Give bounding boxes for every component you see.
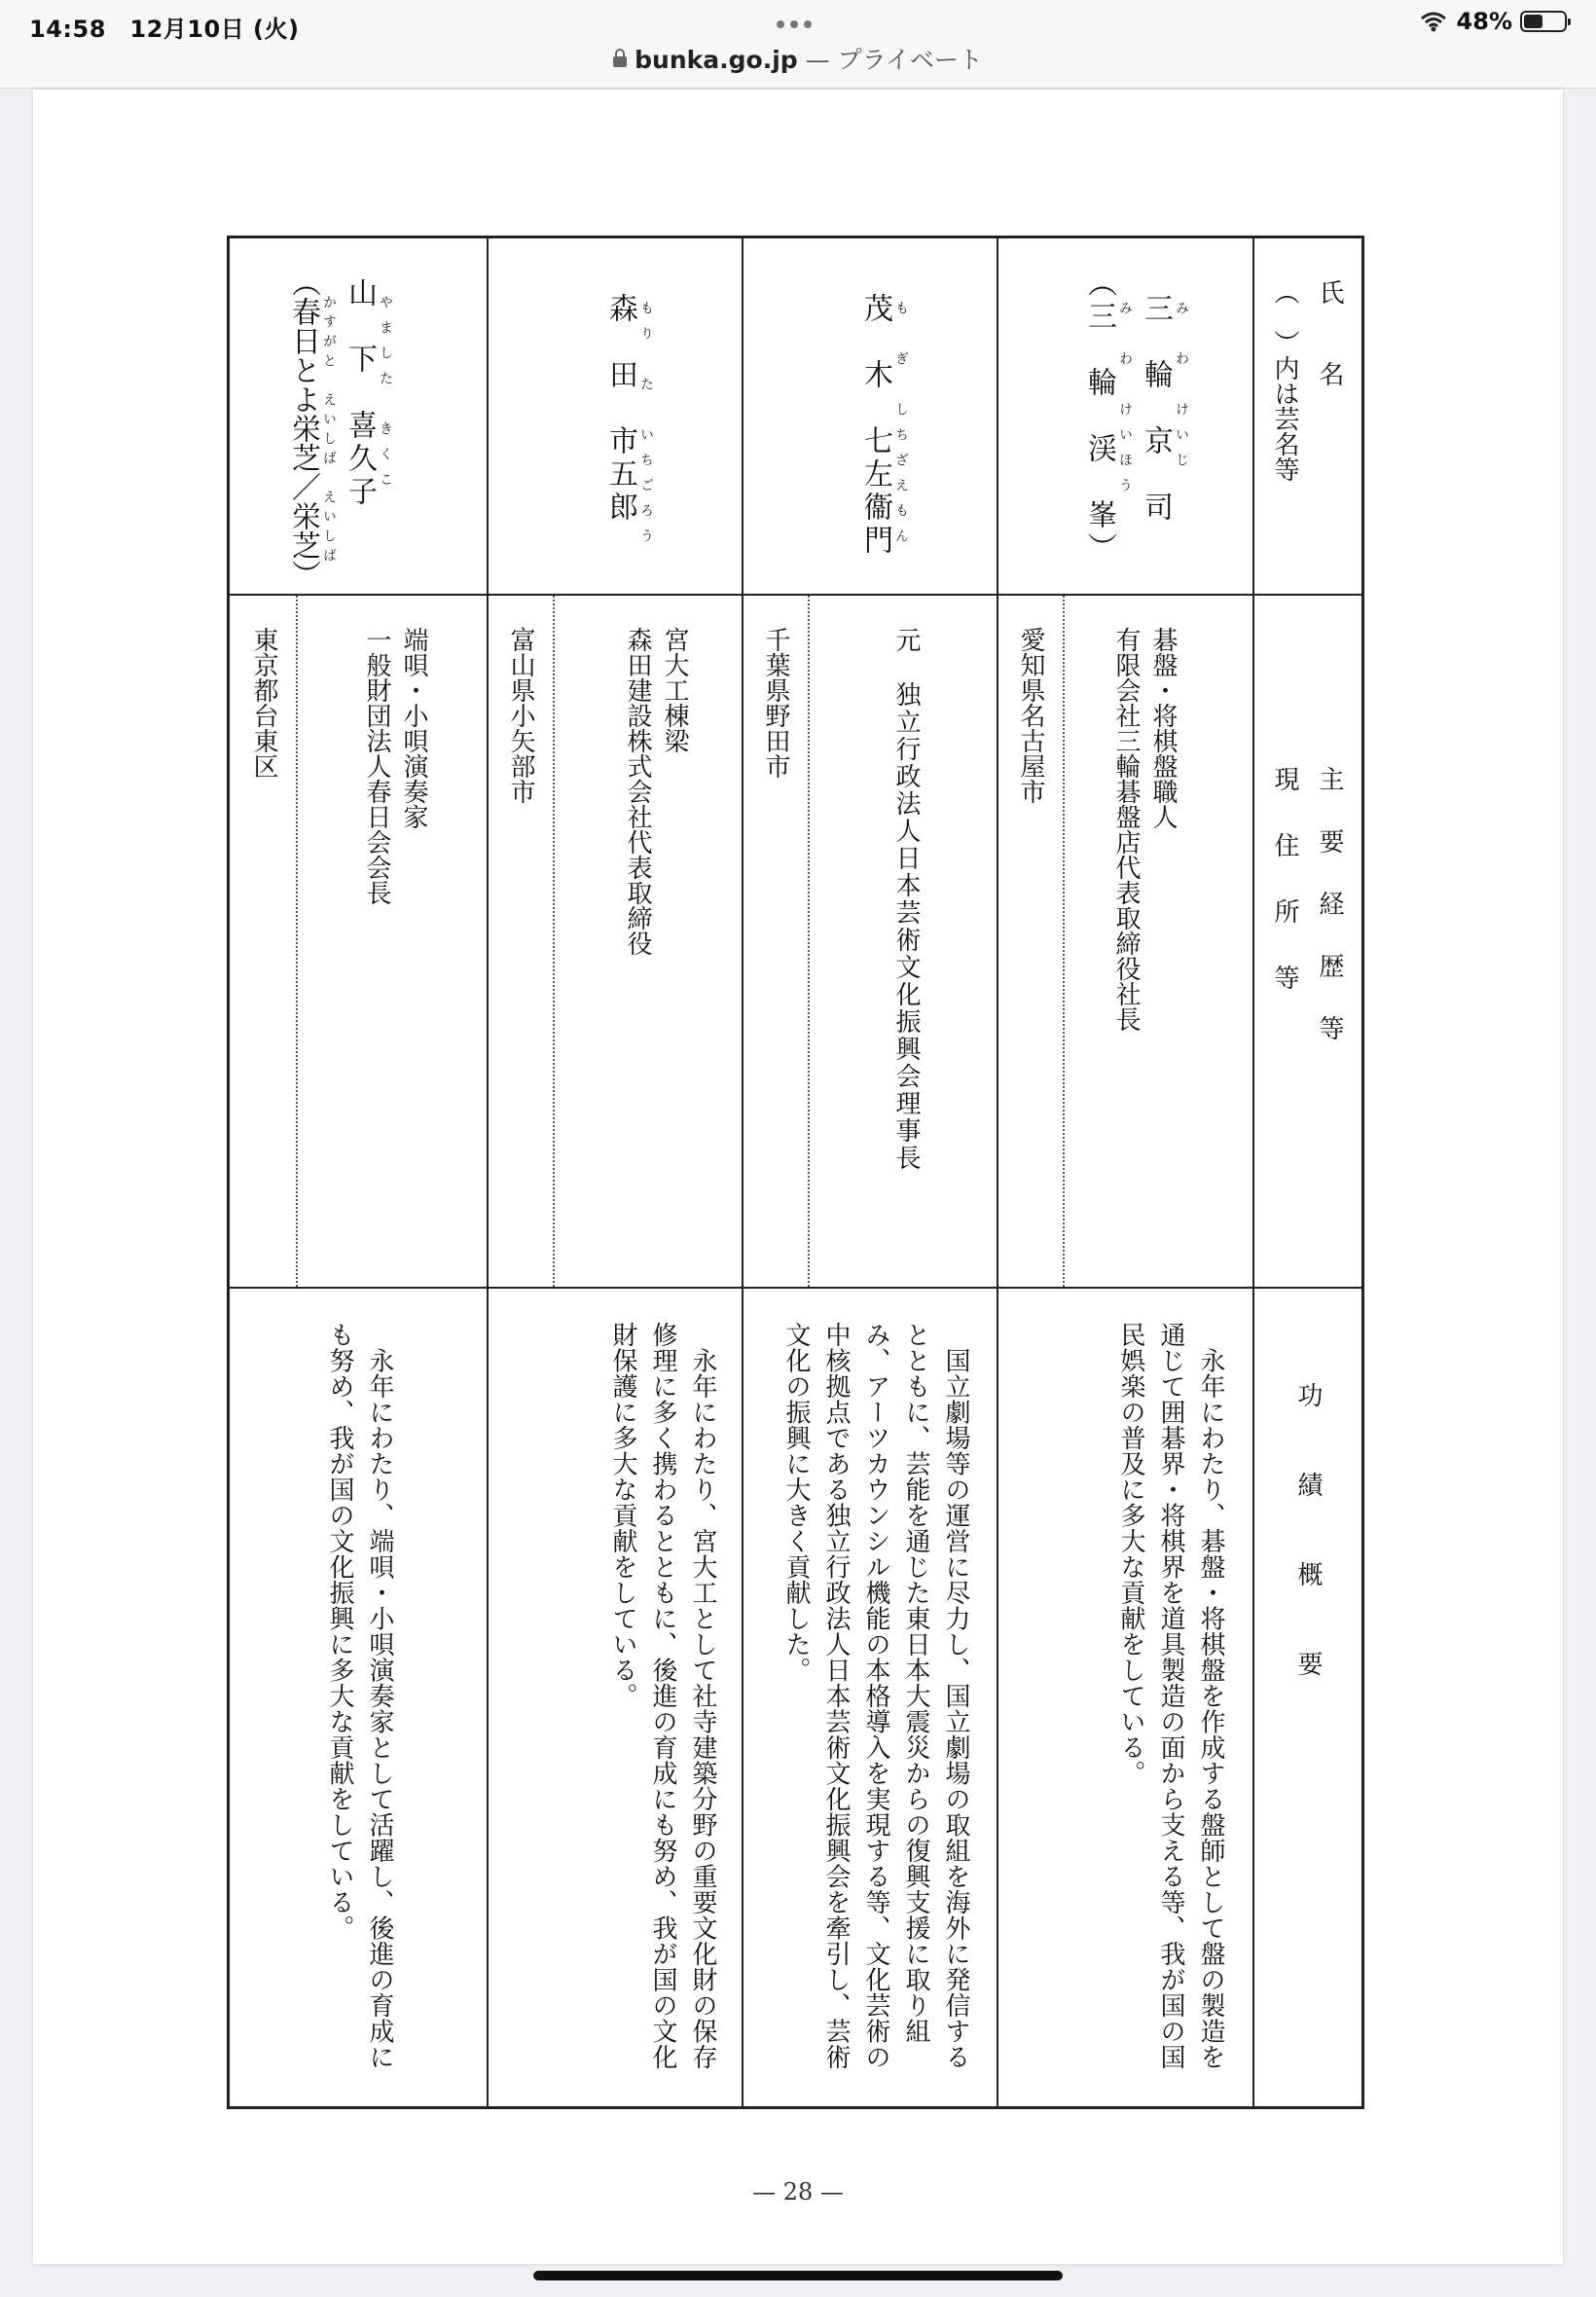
career-line: 端唄・小唄演奏家 <box>399 627 428 829</box>
awardee-row-2 <box>742 238 997 2106</box>
career-cell <box>489 594 742 1287</box>
name-ruby: み わ けいじ <box>1174 301 1189 478</box>
header-address: 現 住 所 等 <box>1270 766 1299 998</box>
address: 東京都台東区 <box>249 627 278 779</box>
address-bar[interactable] <box>0 41 1596 76</box>
multitasking-dots-icon[interactable] <box>777 14 819 23</box>
header-name-cell <box>1254 238 1361 594</box>
achievement-cell <box>998 1287 1252 2109</box>
name-cell <box>489 238 742 594</box>
awardee-row-1 <box>997 238 1252 2106</box>
awardee-table <box>227 236 1364 2109</box>
name-cell <box>230 238 487 594</box>
header-column <box>1252 238 1361 2106</box>
awardee-row-4 <box>230 238 487 2106</box>
name-ruby: もり た いちごろう <box>638 301 654 554</box>
name-ruby: やました きくこ <box>378 295 393 497</box>
home-indicator[interactable] <box>533 2271 1063 2280</box>
header-achievement: 功 績 概 要 <box>1293 1382 1323 1695</box>
achievement-text: 永年にわたり、端唄・小唄演奏家として活躍し、後進の育成にも努め、我が国の文化振興に多大な貢献をしている。 <box>325 1322 394 2070</box>
address: 富山県小矢部市 <box>506 627 535 804</box>
wifi-icon <box>1420 11 1447 32</box>
header-achievement-cell <box>1254 1287 1361 2109</box>
name-cell <box>744 238 997 594</box>
page-number: — 28 — <box>752 2178 844 2206</box>
career-line: 森田建設株式会社代表取締役 <box>623 627 652 956</box>
address: 千葉県野田市 <box>761 627 790 779</box>
battery-icon <box>1520 11 1567 32</box>
url-host: bunka.go.jp <box>635 46 798 74</box>
document-page <box>33 90 1563 2264</box>
header-career-cell <box>1254 594 1361 1287</box>
person-name: 山 下 喜久子 <box>343 277 377 509</box>
battery-percent: 48% <box>1456 8 1512 35</box>
address: 愛知県名古屋市 <box>1016 627 1045 804</box>
achievement-cell <box>230 1287 487 2109</box>
career-line: 一般財団法人春日会会長 <box>362 627 391 905</box>
stage-name: （春日とよ栄芝／栄芝） <box>286 268 320 589</box>
achievement-cell <box>744 1287 997 2109</box>
stage-name: （三 輪 渓 峯） <box>1082 268 1116 565</box>
status-bar <box>0 0 1596 89</box>
address-divider <box>808 596 810 1287</box>
name-ruby: も ぎ しちざえもん <box>893 301 909 554</box>
career-line: 元 独立行政法人日本芸術文化振興会理事長 <box>891 627 921 1172</box>
stage-name-ruby: み わ けいほう <box>1117 301 1133 503</box>
lock-icon <box>613 56 627 67</box>
name-cell <box>998 238 1252 594</box>
career-cell <box>744 594 997 1287</box>
person-name: 茂 木 七左衞門 <box>858 293 892 558</box>
address-divider <box>1063 596 1065 1287</box>
stage-name-ruby: かすがと えいしば えいしば <box>321 295 337 567</box>
address-divider <box>553 596 555 1287</box>
address-divider <box>296 596 298 1287</box>
achievement-text: 永年にわたり、碁盤・将棋盤を作成する盤師として盤の製造を通じて囲碁界・将棋界を道具製造の面から支える等、我が国の国民娯楽の普及に多大な貢献をしている。 <box>1116 1322 1225 2070</box>
header-career: 主 要 経 歴 等 <box>1315 766 1344 1046</box>
achievement-text: 永年にわたり、宮大工として社寺建築分野の重要文化財の保存修理に多く携わるとともに、後進の育成にも努め、我が国の文化財保護に多大な貢献をしている。 <box>608 1322 717 2070</box>
awardee-row-3 <box>487 238 742 2106</box>
career-cell <box>998 594 1252 1287</box>
person-name: 三 輪 京 司 <box>1139 293 1173 525</box>
career-cell <box>230 594 487 1287</box>
career-line: 有限会社三輪碁盤店代表取締役社長 <box>1111 627 1141 1032</box>
status-indicators <box>1420 8 1567 35</box>
achievement-cell <box>489 1287 742 2109</box>
career-line: 碁盤・将棋盤職人 <box>1148 627 1178 829</box>
career-line: 宮大工棟梁 <box>660 627 689 753</box>
private-label: — プライベート <box>797 46 983 74</box>
clock: 14:58 12月10日 (火) <box>29 16 300 43</box>
header-name-note: （ ）内は芸名等 <box>1270 279 1299 482</box>
achievement-text: 国立劇場等の運営に尽力し、国立劇場の取組を海外に発信するとともに、芸能を通じた東日本大震災からの復興支援に取り組み、アーツカウンシル機能の本格導入を実現する等、文化芸術の中核拠点である独立行政法人日本芸術文化振興会を牽引し、芸術文化の振興に大きく貢献した。 <box>781 1322 970 2070</box>
header-name: 氏 名 <box>1315 279 1344 388</box>
person-name: 森 田 市五郎 <box>603 293 637 525</box>
